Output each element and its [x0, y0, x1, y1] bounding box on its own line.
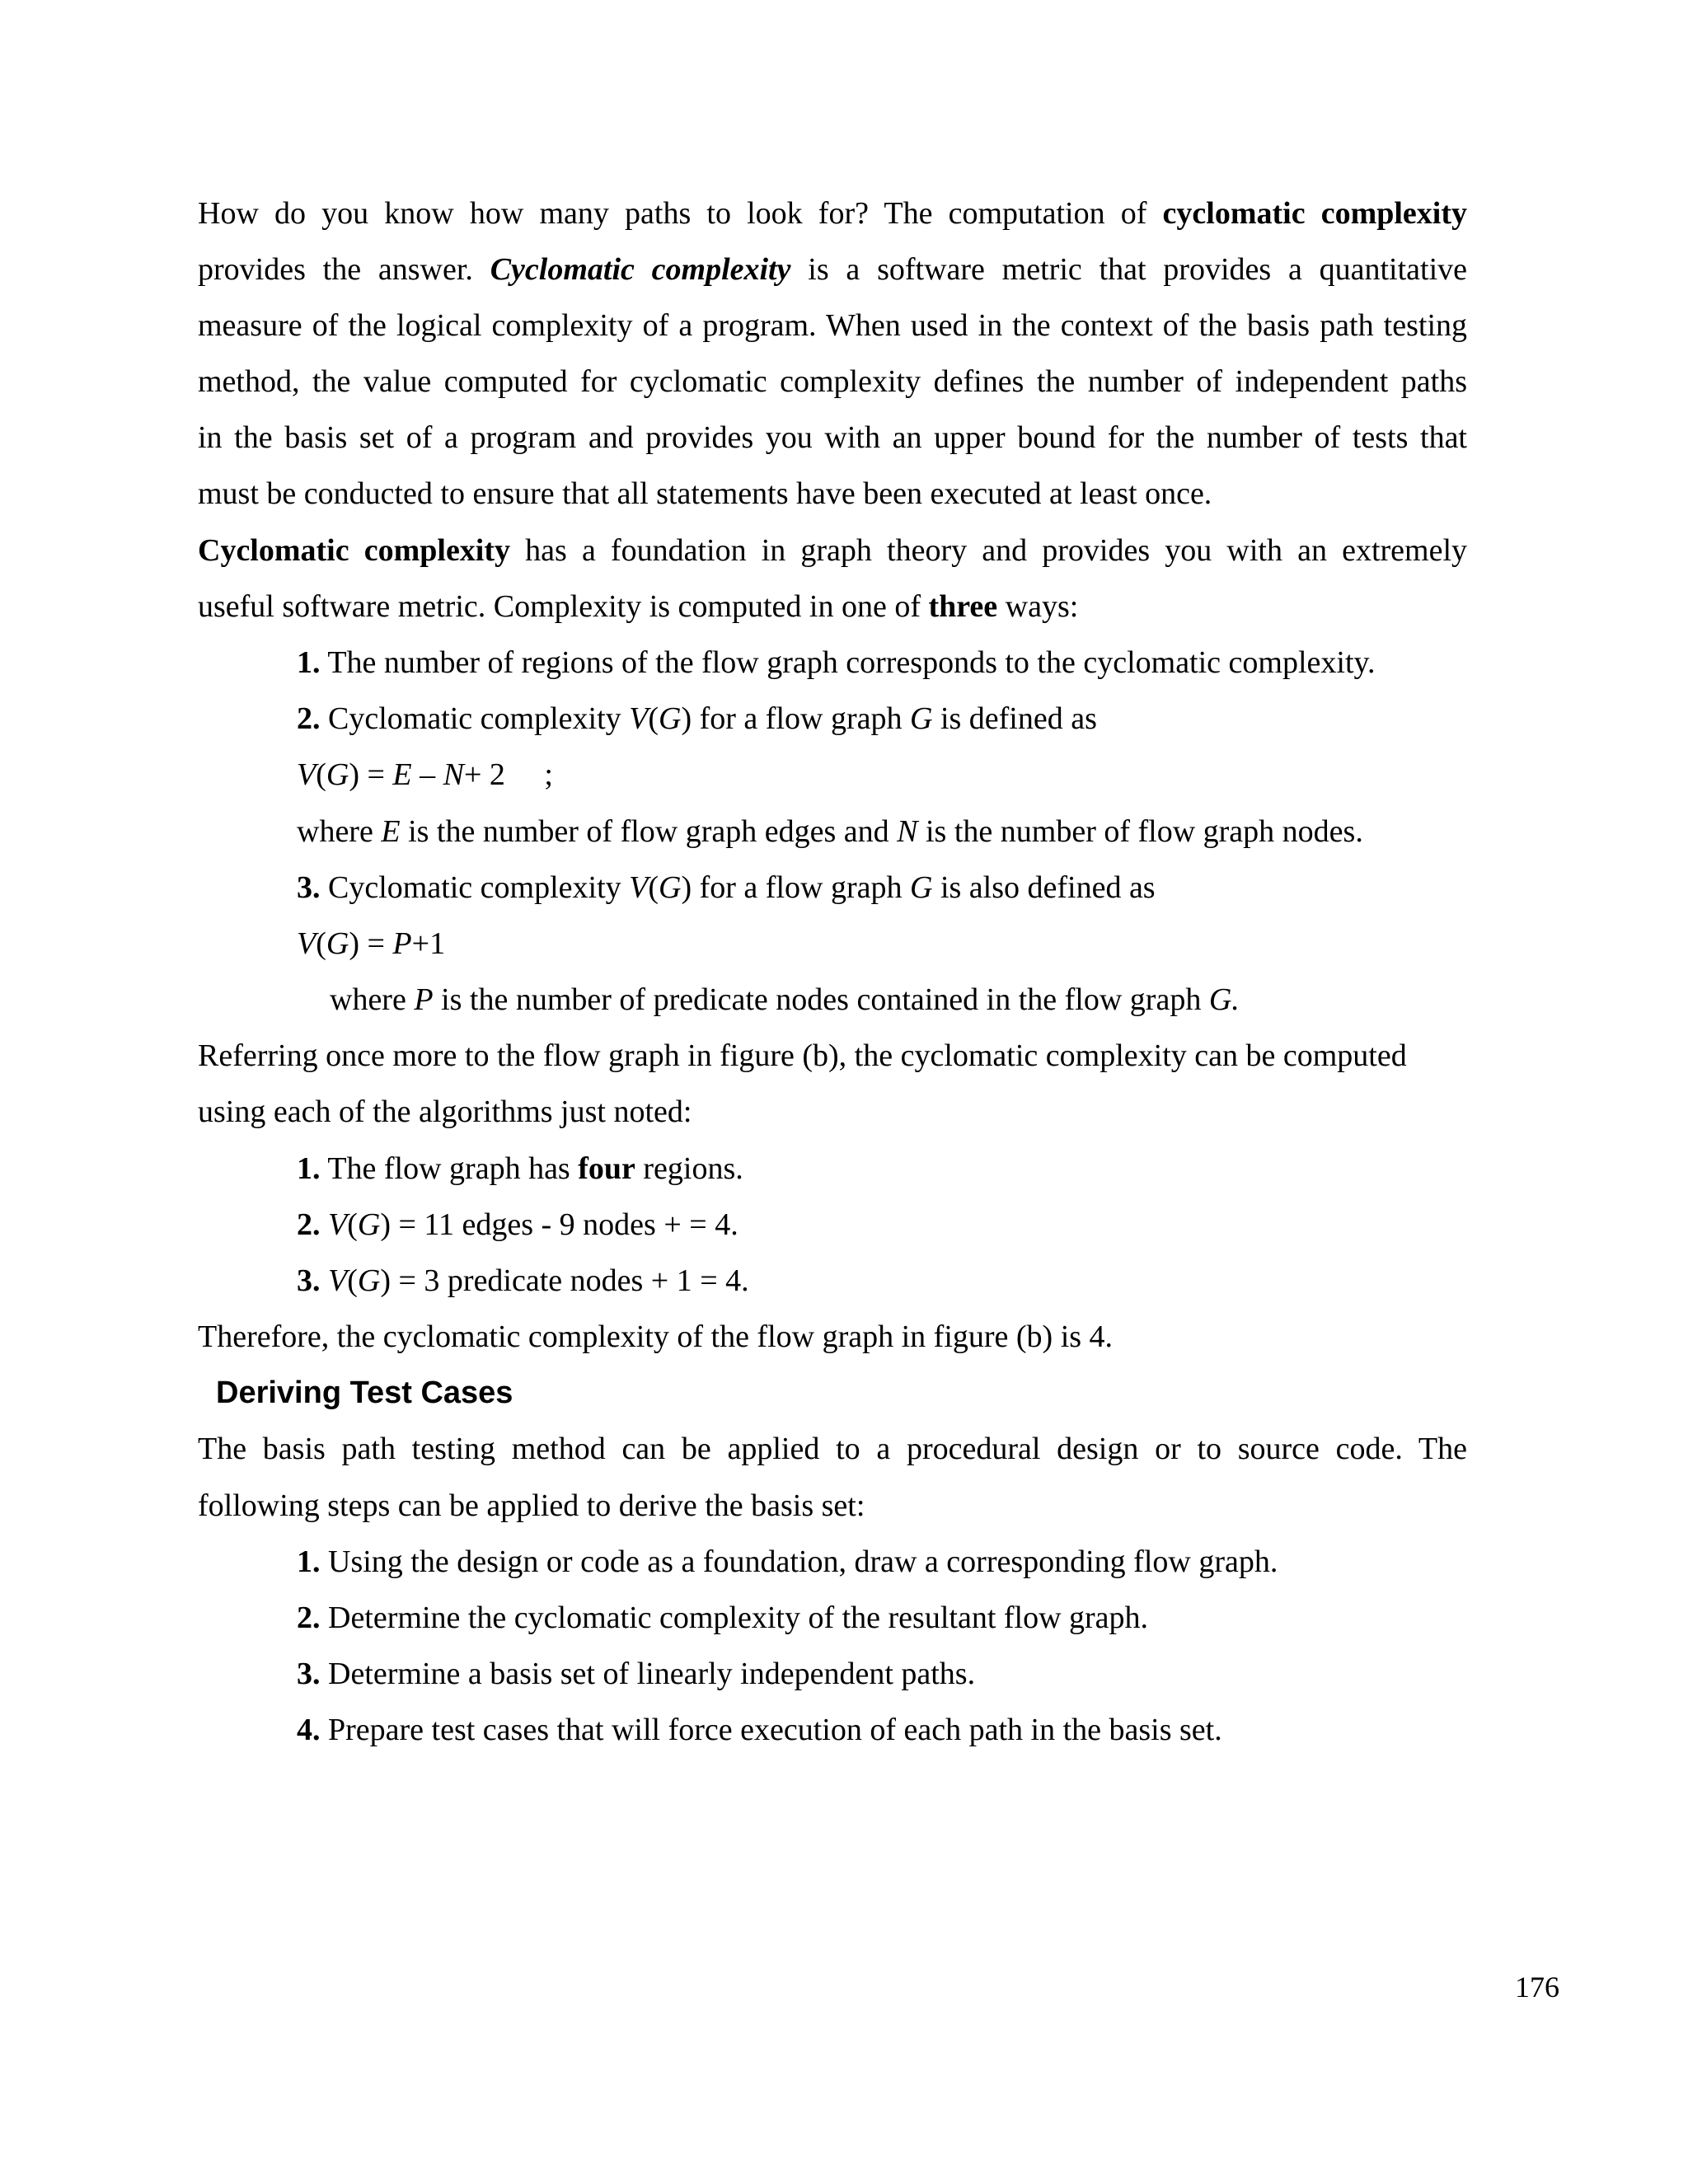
- bold-term: 1.: [297, 1544, 321, 1579]
- ways-list-item: 1. The number of regions of the flow graph corresponds to the cyclomatic complexity.: [297, 645, 1376, 680]
- italic-variable: V: [629, 701, 649, 736]
- italic-variable: P: [392, 926, 412, 961]
- para1-line: measure of the logical complexity of a program. When used in the context of the basis path testing: [198, 308, 1467, 343]
- italic-variable: G: [909, 701, 933, 736]
- bold-term: 2.: [297, 1207, 321, 1242]
- bold-term: Cyclomatic complexity: [198, 533, 511, 568]
- section-heading: Deriving Test Cases: [216, 1376, 513, 1410]
- bold-term: cyclomatic complexity: [1162, 196, 1467, 231]
- italic-variable: N: [897, 814, 918, 849]
- para1-line: in the basis set of a program and provides you with an upper bound for the number of tests that: [198, 420, 1467, 455]
- italic-variable: G: [326, 926, 349, 961]
- bold-term: 3.: [297, 870, 321, 905]
- bold-italic-term: Cyclomatic complexity: [490, 252, 791, 287]
- page-number: 176: [1515, 1971, 1559, 2004]
- where-p-line: where P is the number of predicate nodes contained in the flow graph G.: [330, 982, 1240, 1017]
- bold-term: 2.: [297, 701, 321, 736]
- para1-line: must be conducted to ensure that all statements have been executed at least once.: [198, 476, 1212, 511]
- italic-variable: E: [392, 757, 412, 792]
- italic-variable: V: [629, 870, 649, 905]
- italic-variable: G: [357, 1207, 381, 1242]
- ways-list-item: 3. Cyclomatic complexity V(G) for a flow graph G is also defined as: [297, 870, 1156, 905]
- italic-variable: V: [297, 926, 316, 961]
- formula-predicate: V(G) = P+1: [297, 926, 446, 961]
- para2-line: Cyclomatic complexity has a foundation in graph theory and provides you with an extremely: [198, 533, 1467, 568]
- italic-variable: V: [328, 1207, 348, 1242]
- steps-list-item: 1. Using the design or code as a foundation, draw a corresponding flow graph.: [297, 1544, 1278, 1579]
- para1-line: provides the answer. Cyclomatic complexity is a software metric that provides a quantitative: [198, 252, 1467, 287]
- para1-line: How do you know how many paths to look for? The computation of cyclomatic complexity: [198, 196, 1467, 231]
- bold-term: 3.: [297, 1657, 321, 1691]
- italic-variable: P: [414, 982, 434, 1017]
- steps-list-item: 2. Determine the cyclomatic complexity of the resultant flow graph.: [297, 1601, 1149, 1635]
- italic-variable: G: [659, 701, 682, 736]
- bold-term: 1.: [297, 1151, 321, 1186]
- conclusion-line: Therefore, the cyclomatic complexity of the flow graph in figure (b) is 4.: [198, 1319, 1114, 1354]
- bold-term: 2.: [297, 1601, 321, 1635]
- computed-list-item: 2. V(G) = 11 edges - 9 nodes + = 4.: [297, 1207, 738, 1242]
- steps-list-item: 3. Determine a basis set of linearly independent paths.: [297, 1657, 976, 1691]
- formula-edges-nodes: V(G) = E – N+ 2 ;: [297, 757, 553, 792]
- computed-list-item: 3. V(G) = 3 predicate nodes + 1 = 4.: [297, 1263, 749, 1298]
- italic-variable: G.: [1208, 982, 1240, 1017]
- italic-variable: N: [443, 757, 464, 792]
- computed-list-item: 1. The flow graph has four regions.: [297, 1151, 743, 1186]
- steps-list-item: 4. Prepare test cases that will force execution of each path in the basis set.: [297, 1713, 1222, 1747]
- ways-list-item: where E is the number of flow graph edges and N is the number of flow graph nodes.: [297, 814, 1363, 849]
- para3-line: Referring once more to the flow graph in figure (b), the cyclomatic complexity can be computed: [198, 1038, 1407, 1073]
- italic-variable: V: [297, 757, 316, 792]
- italic-variable: G: [326, 757, 349, 792]
- bold-term: four: [578, 1151, 635, 1186]
- para2-line: useful software metric. Complexity is computed in one of three ways:: [198, 589, 1079, 624]
- ways-list-item: 2. Cyclomatic complexity V(G) for a flow graph G is defined as: [297, 701, 1097, 736]
- bold-term: 1.: [297, 645, 321, 680]
- para4-line: The basis path testing method can be applied to a procedural design or to source code. The: [198, 1432, 1467, 1466]
- italic-variable: G: [909, 870, 933, 905]
- italic-variable: G: [659, 870, 682, 905]
- bold-term: 4.: [297, 1713, 321, 1747]
- italic-variable: G: [357, 1263, 381, 1298]
- bold-term: 3.: [297, 1263, 321, 1298]
- bold-term: three: [928, 589, 998, 624]
- para4-line: following steps can be applied to derive the basis set:: [198, 1488, 865, 1523]
- italic-variable: V: [328, 1263, 348, 1298]
- para1-line: method, the value computed for cyclomatic complexity defines the number of independent paths: [198, 364, 1467, 399]
- para3-line: using each of the algorithms just noted:: [198, 1094, 692, 1129]
- italic-variable: E: [381, 814, 401, 849]
